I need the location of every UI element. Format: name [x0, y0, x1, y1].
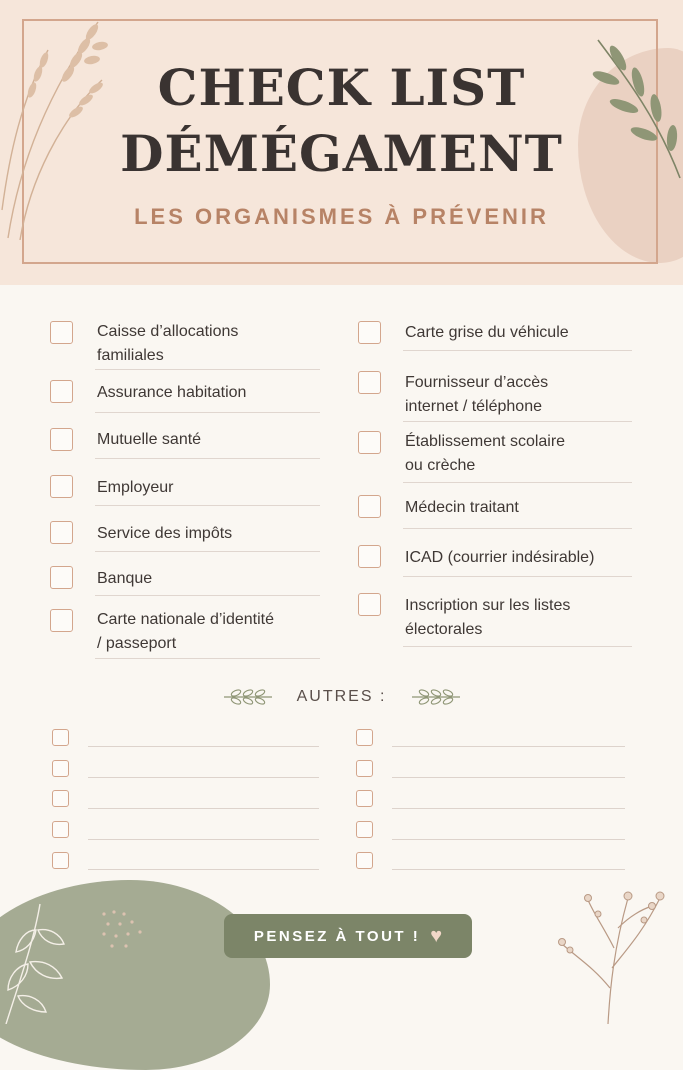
divider	[95, 551, 320, 552]
divider	[403, 350, 632, 351]
checklist-item-label: Fournisseur d’accès internet / téléphone	[405, 374, 549, 415]
checklist-item-label: ICAD (courrier indésirable)	[405, 549, 595, 566]
blank-line-field[interactable]	[88, 839, 319, 840]
others-heading: AUTRES :	[296, 688, 387, 705]
blank-line-field[interactable]	[392, 777, 625, 778]
cta-banner[interactable]	[224, 914, 472, 958]
leaf-line-art-icon	[0, 900, 80, 1024]
blank-line-field[interactable]	[88, 777, 319, 778]
checkbox[interactable]	[50, 609, 73, 632]
checkbox[interactable]	[356, 729, 373, 746]
checklist-item-label: Caisse d’allocations familiales	[97, 323, 239, 364]
checkbox[interactable]	[358, 321, 381, 344]
checklist-item-label: Mutuelle santé	[97, 431, 202, 448]
checkbox[interactable]	[356, 760, 373, 777]
divider	[403, 421, 632, 422]
divider	[95, 369, 320, 370]
divider	[403, 528, 632, 529]
page-subtitle: LES ORGANISMES À PRÉVENIR	[134, 204, 549, 229]
checkbox[interactable]	[358, 545, 381, 568]
checkbox[interactable]	[50, 475, 73, 498]
checkbox[interactable]	[52, 760, 69, 777]
page-title-line1: CHECK LIST	[157, 58, 526, 117]
checklist-item-label: Carte nationale d’identité / passeport	[97, 611, 275, 652]
heart-icon: ♥	[430, 924, 443, 947]
checkbox[interactable]	[358, 495, 381, 518]
checkbox[interactable]	[52, 821, 69, 838]
blank-line-field[interactable]	[392, 746, 625, 747]
checkbox[interactable]	[358, 593, 381, 616]
page-title-line2: DÉMÉGAMENT	[120, 124, 563, 183]
divider	[403, 646, 632, 647]
checkbox[interactable]	[356, 821, 373, 838]
divider	[95, 595, 320, 596]
divider	[403, 576, 632, 577]
blank-line-field[interactable]	[392, 839, 625, 840]
checklist-item-label: Service des impôts	[97, 525, 233, 542]
divider	[403, 482, 632, 483]
divider	[95, 505, 320, 506]
blank-line-field[interactable]	[88, 808, 319, 809]
checklist-item-label: Inscription sur les listes électorales	[405, 597, 571, 638]
checkbox[interactable]	[52, 852, 69, 869]
checklist-item-label: Carte grise du véhicule	[405, 324, 569, 341]
checkbox[interactable]	[50, 321, 73, 344]
checkbox[interactable]	[50, 428, 73, 451]
checklist-item-label: Établissement scolaire ou crèche	[405, 433, 566, 474]
checklist-item-label: Médecin traitant	[405, 499, 519, 516]
dots-decoration-icon	[98, 908, 148, 952]
cta-label: PENSEZ À TOUT !	[253, 927, 421, 945]
blank-line-field[interactable]	[88, 869, 319, 870]
blank-line-field[interactable]	[88, 746, 319, 747]
checklist-item-label: Assurance habitation	[97, 384, 247, 401]
divider	[95, 658, 320, 659]
checkbox[interactable]	[52, 729, 69, 746]
checkbox[interactable]	[356, 790, 373, 807]
checkbox[interactable]	[50, 521, 73, 544]
divider	[95, 412, 320, 413]
sprig-right-icon	[410, 688, 462, 706]
flower-sprig-icon	[548, 878, 678, 1024]
checkbox[interactable]	[358, 371, 381, 394]
checkbox[interactable]	[358, 431, 381, 454]
divider	[95, 458, 320, 459]
checkbox[interactable]	[50, 380, 73, 403]
blank-line-field[interactable]	[392, 869, 625, 870]
checkbox[interactable]	[52, 790, 69, 807]
checkbox[interactable]	[356, 852, 373, 869]
checklist-item-label: Employeur	[97, 479, 174, 496]
checklist-item-label: Banque	[97, 570, 153, 587]
blank-line-field[interactable]	[392, 808, 625, 809]
checkbox[interactable]	[50, 566, 73, 589]
